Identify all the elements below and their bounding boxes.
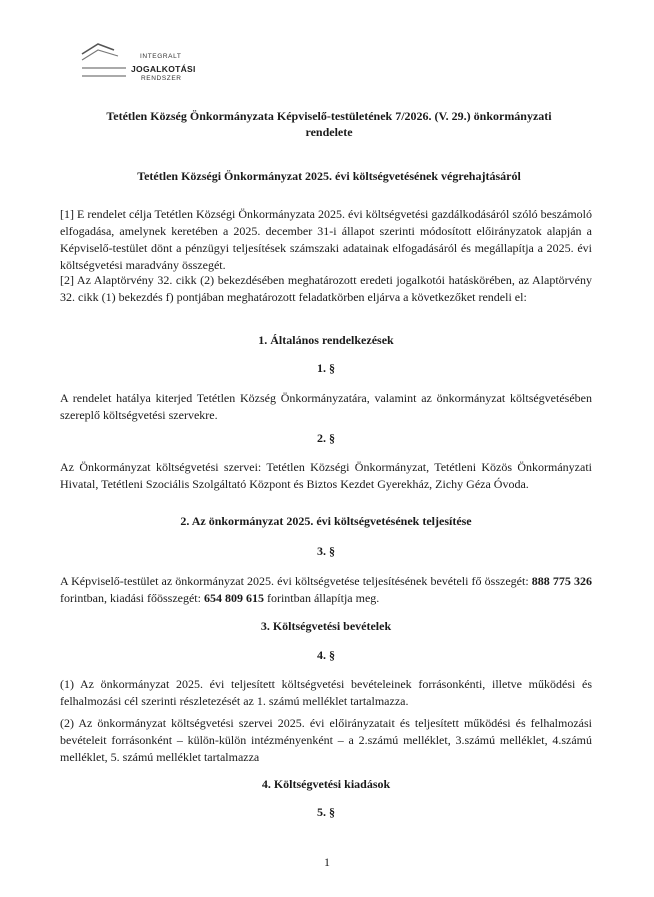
section-3-heading: 3. § [317,544,335,558]
preamble-paragraph-1: [1] E rendelet célja Tetétlen Községi Önkormányzata 2025. évi költségvetési gazdálkodásáról szóló beszámoló elfogadása, amelynek keretében a 2025. december 31-i állapot szerinti módosított előirányzatok alapján a Képviselő-testület dönt a pénzügyi teljesítések számszaki adatainak elfogadásáról és megállapítja a 2025. évi költségvetési maradvány összegét. [60,207,592,272]
section-2-heading: 2. § [317,431,335,445]
chapter-2-title: 2. Az önkormányzat 2025. évi költségvetésének teljesítése [180,514,472,528]
section-2-text: Az Önkormányzat költségvetési szervei: Tetétlen Községi Önkormányzat, Tetétleni Közös Önkormányzati Hivatal, Tetétleni Szociális Szolgáltató Központ és Biztos Kezdet Gyerekház, Zichy Géza Óvoda. [60,460,592,491]
regulation-subtitle: Tetétlen Községi Önkormányzat 2025. évi költségvetésének végrehajtásáról [137,169,521,183]
integralt-jogalkotasi-rendszer-logo [80,40,230,95]
section-5-heading: 5. § [317,805,335,819]
logo-text-integralt: INTEGRALT [140,53,182,60]
logo-text-rendszer: RENDSZER [141,75,182,82]
regulation-title-line2: rendelete [305,125,353,139]
preamble-paragraph-2: [2] Az Alaptörvény 32. cikk (2) bekezdésében meghatározott eredeti jogalkotói hatáskörében, az Alaptörvény 32. cikk (1) bekezdés f) pontjában meghatározott feladatkörben eljárva a következőket rendeli el: [60,273,592,304]
section-1-text: A rendelet hatálya kiterjed Tetétlen Község Önkormányzatára, valamint az önkormányzat költségvetésében szereplő költségvetési szervekre. [60,391,592,422]
section-3-text [60,573,592,607]
section-4-paragraph-2: (2) Az önkormányzat költségvetési szervei 2025. évi előirányzatait és teljesített működési és felhalmozási bevételeit forrásonként – külön-külön intézményenként – a 2.számú melléklet, 3.számú melléklet, 4.számú melléklet, 5. számú melléklet tartalmazza [60,716,592,764]
section-3-text-e: forintban állapítja meg. [263,591,380,605]
section-4-paragraph-1: (1) Az önkormányzat 2025. évi teljesített költségvetési bevételeinek forrásonkénti, illetve működési és felhalmozási cél szerinti részletezését az 1. számú melléklet tartalmazza. [60,677,592,708]
chapter-4-title: 4. Költségvetési kiadások [261,777,391,791]
regulation-title-line1: Tetétlen Község Önkormányzata Képviselő-testületének 7/2026. (V. 29.) önkormányzati [106,109,552,123]
chapter-1-title: 1. Általános rendelkezések [258,333,394,347]
section-1-heading: 1. § [317,361,335,375]
page-number: 1 [324,855,330,869]
section-3-text-c: forintban, kiadási főösszegét: [60,591,204,605]
section-4-heading: 4. § [317,648,335,662]
chapter-3-title: 3. Költségvetési bevételek [260,619,392,633]
expenditure-total: 654 809 615 [203,591,264,605]
revenue-total: 888 775 326 [531,574,592,588]
logo-text-jogalkotasi: JOGALKOTÁSI [131,64,196,74]
section-3-text-a: A Képviselő-testület az önkormányzat 2025. évi költségvetése teljesítésének bevételi fő összegét: [60,574,532,588]
